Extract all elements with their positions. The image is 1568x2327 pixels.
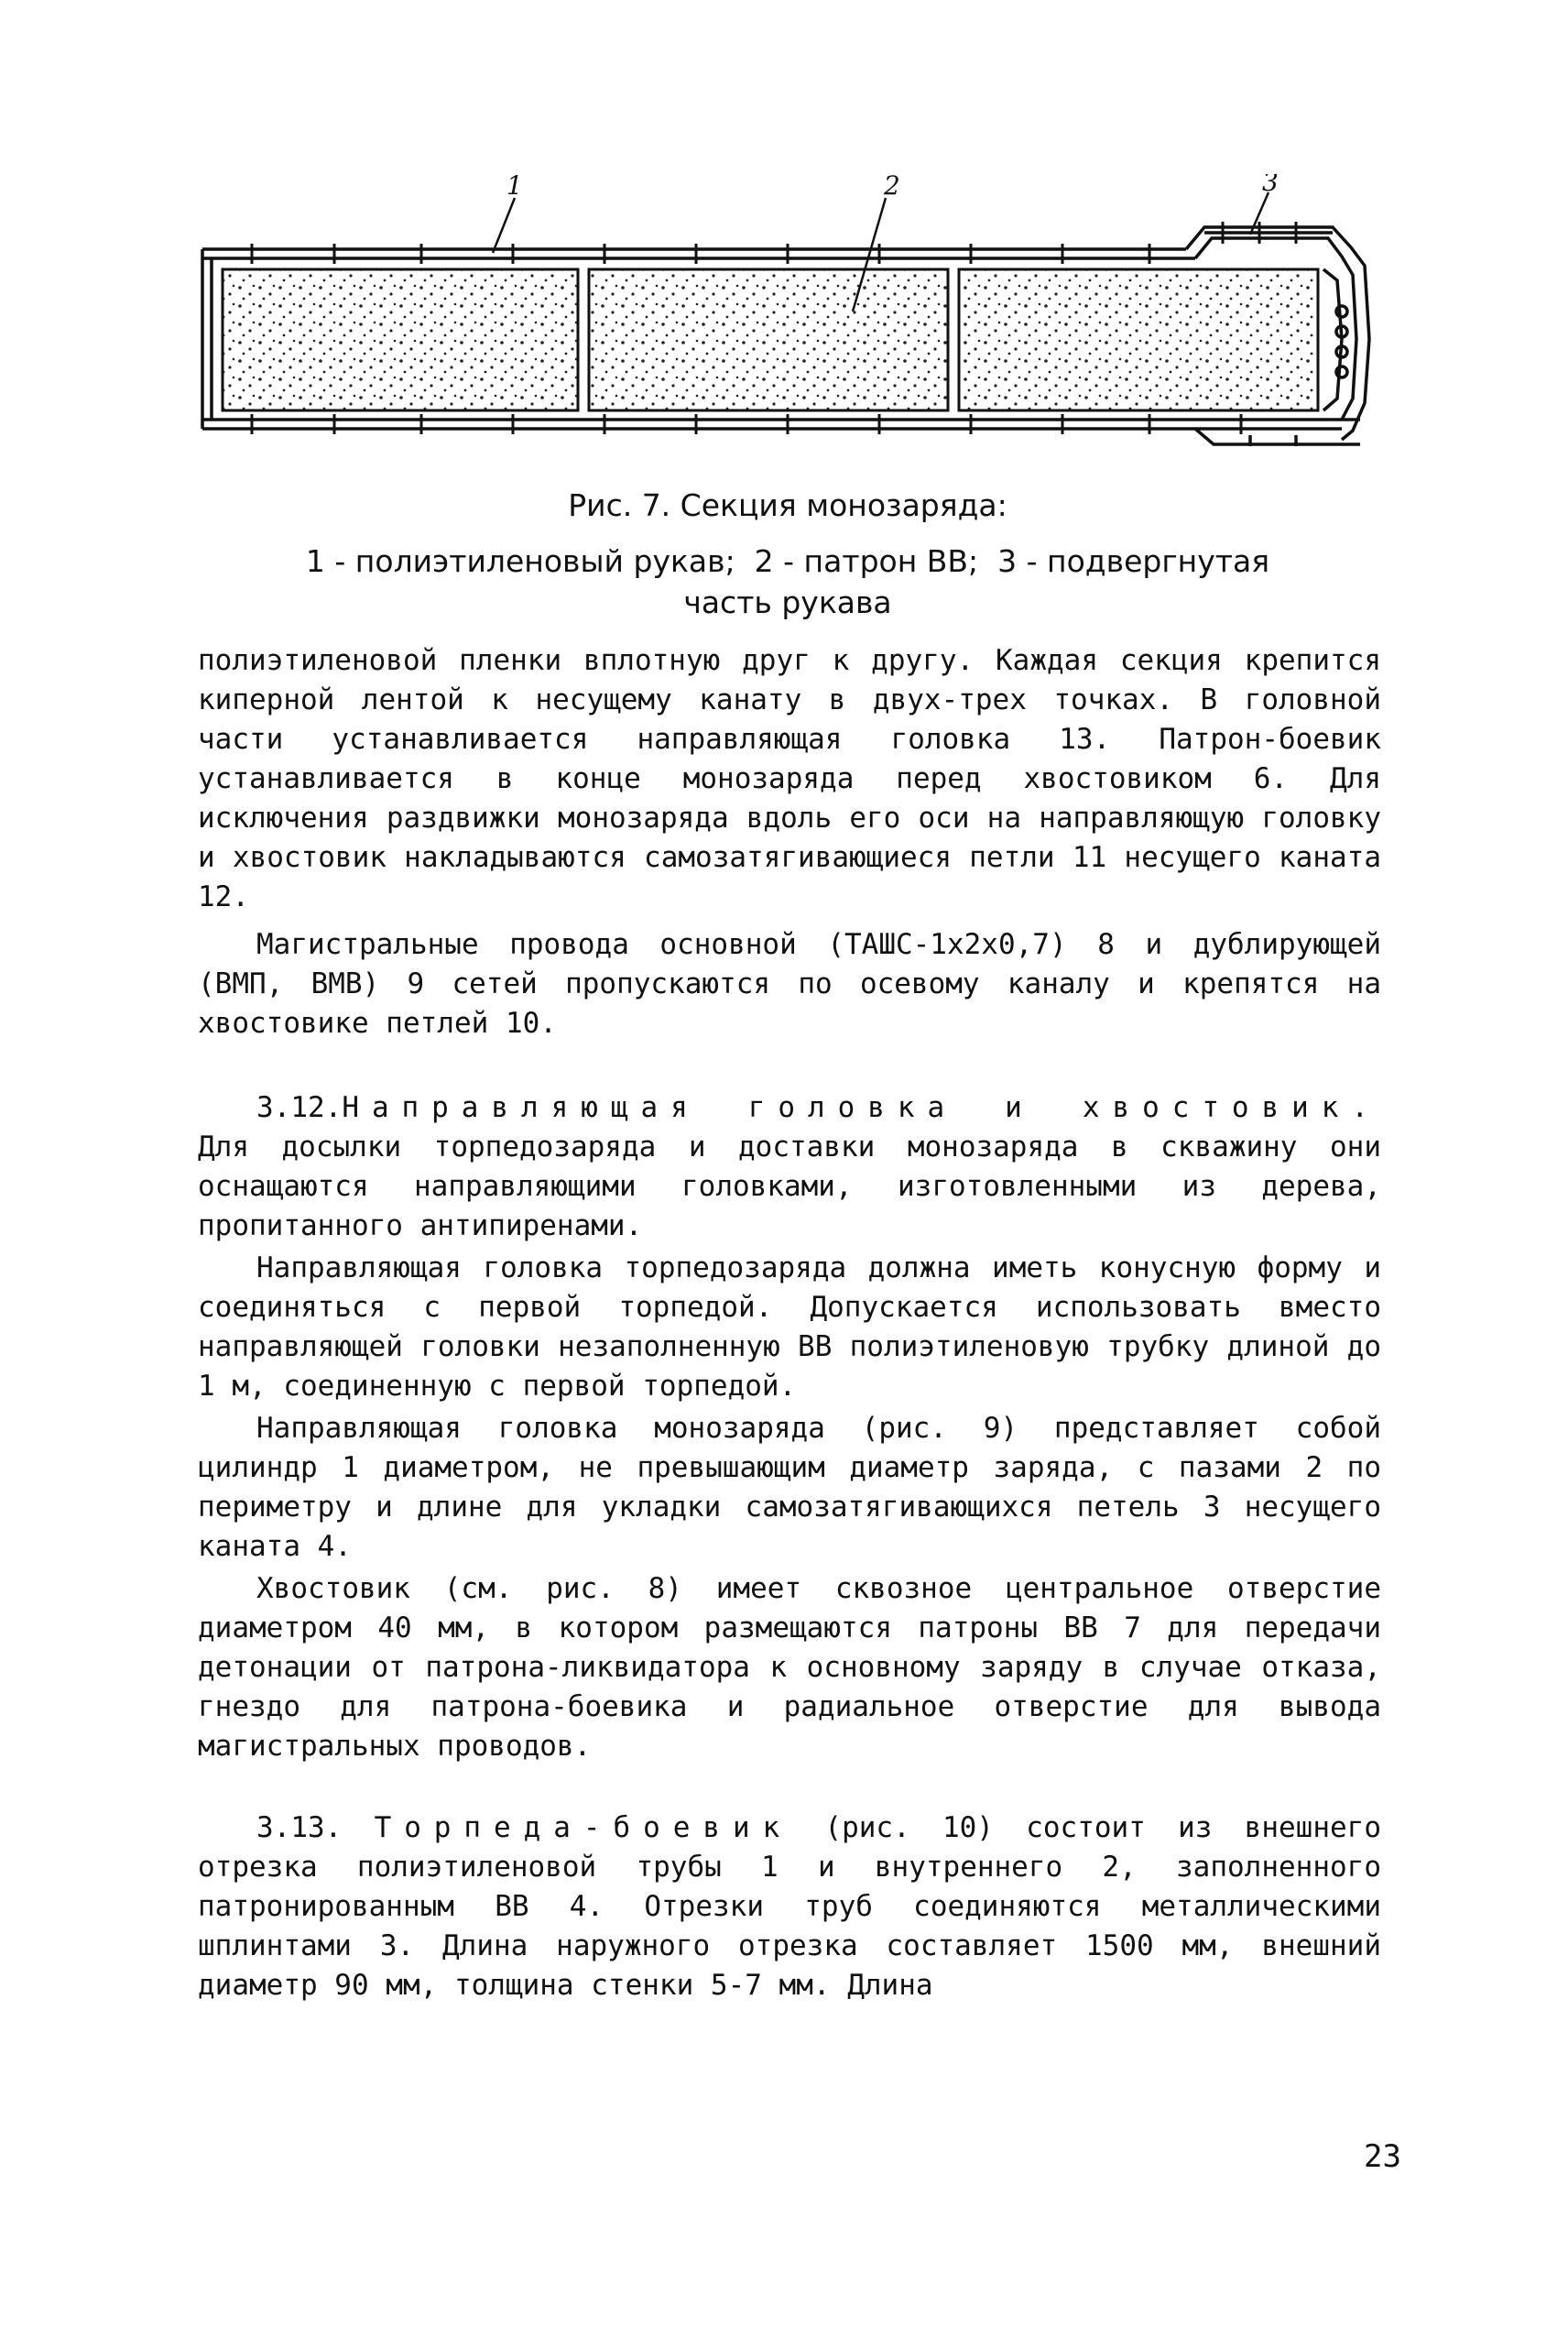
figure-monocharge-section [197, 174, 1378, 449]
section-3-13-number: 3.13. [256, 1811, 343, 1844]
figure-caption-legend: 1 - полиэтиленовый рукав; 2 - патрон ВВ; 3 - подвергнутая [305, 543, 1270, 579]
page-number: 23 [1364, 2138, 1401, 2175]
section-3-13-text: (рис. 10) состоит из внешнего отрезка полиэтиленовой трубы 1 и внутреннего 2, заполненного патронированным ВВ 4. Отрезки труб соединяются металлическими шплинтами 3. Длина наружного отрезка составляет 1500 мм, внешний диаметр 90 мм, толщина стенки 5-7 мм. Длина [198, 1811, 1381, 2002]
callout-3: 3 [1262, 174, 1279, 197]
callout-2: 2 [884, 174, 900, 201]
paragraph-1: полиэтиленовой пленки вплотную друг к другу. Каждая секция крепится киперной лентой к несущему канату в двух-трех точках. В головной части устанавливается направляющая головка 13. Патрон-боевик устанавливается в конце монозаряда перед хвостовиком 6. Для исключения раздвижки монозаряда вдоль его оси на направляющую головку и хвостовик накладываются самозатягивающиеся петли 11 несущего каната 12. [198, 644, 1381, 913]
paragraph-6: Хвостовик (см. рис. 8) имеет сквозное центральное отверстие диаметром 40 мм, в котором размещаются патроны ВВ 7 для передачи детонации от патрона-ликвидатора к основному заряду в случае отказа, гнездо для патрона-боевика и радиальное отверстие для вывода магистральных проводов. [198, 1572, 1381, 1763]
callout-1: 1 [506, 174, 523, 201]
figure-caption-legend-cont: часть рукава [683, 584, 892, 620]
section-3-12-heading: Направляющая головка и хвостовик. [342, 1091, 1381, 1124]
section-3-12-text: Для досылки торпедозаряда и доставки монозаряда в скважину они оснащаются направляющими головками, изготовленными из дерева, пропитанного антипиренами. [198, 1131, 1381, 1242]
paragraph-5: Направляющая головка монозаряда (рис. 9) представляет собой цилиндр 1 диаметром, не превышающим диаметр заряда, с пазами 2 по периметру и длине для укладки самозатягивающихся петель 3 несущего каната 4. [198, 1412, 1381, 1563]
paragraph-4: Направляющая головка торпедозаряда должна иметь конусную форму и соединяться с первой торпедой. Допускается использовать вместо направляющей головки незаполненную ВВ полиэтиленовую трубку длиной до 1 м, соединенную с первой торпедой. [198, 1251, 1381, 1403]
section-3-12 [198, 1088, 1381, 1246]
paragraph-2: Магистральные провода основной (ТАШС-1х2х0,7) 8 и дублирующей (ВМП, ВМВ) 9 сетей пропускаются по осевому каналу и крепятся на хвостовике петлей 10. [198, 928, 1381, 1040]
section-3-13 [198, 1808, 1381, 2005]
figure-caption-title: Рис. 7. Секция монозаряда: [568, 487, 1007, 523]
section-3-13-heading: Торпеда-боевик [374, 1811, 793, 1844]
section-3-12-number: 3.12. [256, 1091, 343, 1124]
monocharge-diagram [197, 174, 1378, 449]
